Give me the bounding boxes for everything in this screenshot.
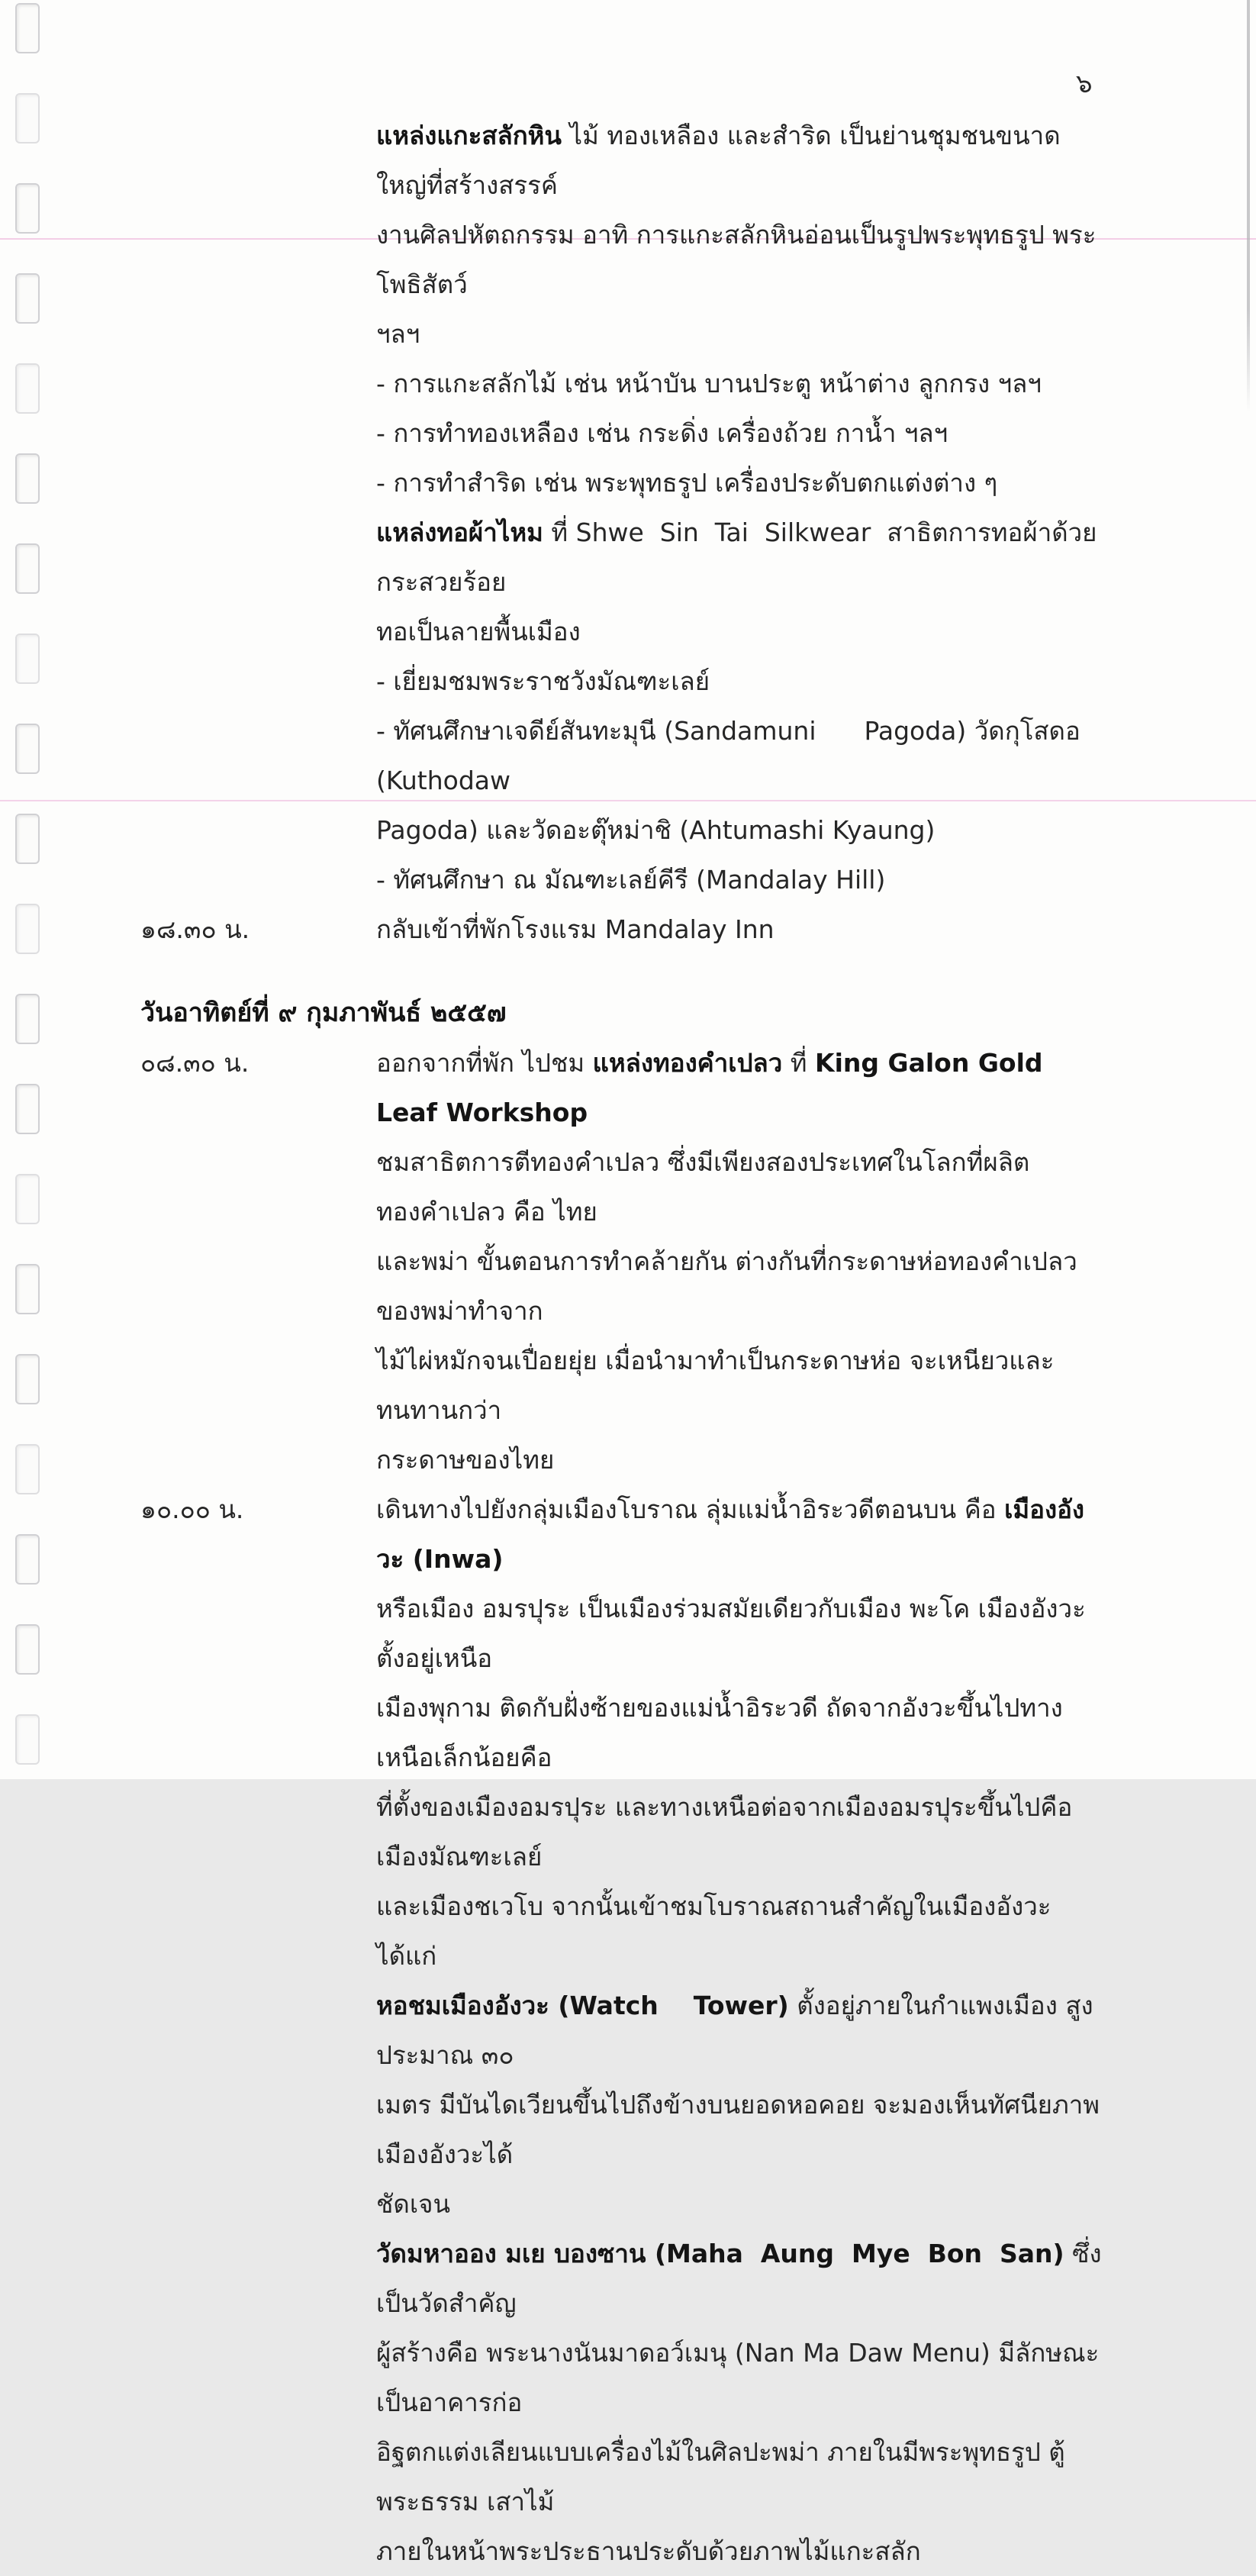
text-segment: และเมืองชเวโบ จากนั้นเข้าชมโบราณสถานสำคัญในเมืองอังวะ ได้แก่: [376, 1891, 1059, 1971]
text-segment: กระดาษของไทย: [376, 1445, 555, 1475]
binding-hole: [15, 1714, 40, 1765]
binding-hole: [15, 363, 40, 414]
text-line: [376, 2179, 1103, 2229]
binding-hole: [15, 1174, 40, 1224]
text-line: [376, 458, 1103, 508]
text-segment: ชัดเจน: [376, 2189, 451, 2219]
binding-hole: [15, 1624, 40, 1675]
bold-text-segment: วัดมหาออง มเย บองซาน (Maha Aung Mye Bon San): [376, 2239, 1064, 2268]
itinerary-text-block: [376, 111, 1103, 904]
text-segment: - การแกะสลักไม้ เช่น หน้าบัน บานประตู หน้าต่าง ลูกกรง ฯลฯ: [376, 369, 1042, 398]
text-segment: หรือเมือง อมรปุระ เป็นเมืองร่วมสมัยเดียวกับเมือง พะโค เมืองอังวะตั้งอยู่เหนือ: [376, 1594, 1086, 1673]
text-segment: ภายในหน้าพระประธานประดับด้วยภาพไม้แกะสลัก: [376, 2536, 921, 2566]
text-line: [376, 2080, 1103, 2179]
text-segment: เมืองพุกาม ติดกับฝั่งซ้ายของแม่น้ำอิระวดี ถัดจากอังวะขึ้นไปทางเหนือเล็กน้อยคือ: [376, 1693, 1063, 1772]
text-line: [376, 2328, 1103, 2427]
bold-text-segment: แหล่งทองคำเปลว: [592, 1048, 783, 1078]
text-line: [376, 1336, 1103, 1435]
text-segment: ออกจากที่พัก ไปชม: [376, 1048, 593, 1078]
text-segment: เมตร มีบันไดเวียนขึ้นไปถึงข้างบนยอดหอคอย จะมองเห็นทัศนียภาพเมืองอังวะได้: [376, 2090, 1100, 2169]
scan-edge-shadow: [1247, 0, 1250, 412]
text-segment: - การทำทองเหลือง เช่น กระดิ่ง เครื่องถ้วย กาน้ำ ฯลฯ: [376, 418, 948, 448]
binding-hole: [15, 1264, 40, 1314]
text-segment: - การทำสำริด เช่น พระพุทธรูป เครื่องประดับตกแต่งต่าง ๆ: [376, 468, 998, 498]
text-line: [376, 1485, 1103, 1584]
day-section-header: วันอาทิตย์ที่ ๙ กุมภาพันธ์ ๒๕๕๗: [140, 998, 507, 1028]
binding-hole: [15, 1534, 40, 1585]
binding-hole: [15, 93, 40, 143]
itinerary-text-block: [376, 904, 1103, 954]
binding-holes-column: [0, 0, 53, 1779]
text-line: [376, 309, 1103, 359]
itinerary-document: [140, 111, 1103, 2576]
text-segment: อิฐตกแต่งเลียนแบบเครื่องไม้ในศิลปะพม่า ภายในมีพระพุทธรูป ตู้พระธรรม เสาไม้: [376, 2437, 1065, 2516]
text-line: [376, 1881, 1103, 1981]
text-line: [376, 607, 1103, 656]
text-segment: - ทัศนศึกษาเจดีย์สันทะมุนี (Sandamuni Pagoda) วัดกุโสดอ (Kuthodaw: [376, 716, 1089, 795]
text-segment: - เยี่ยมชมพระราชวังมัณฑะเลย์: [376, 666, 710, 696]
text-line: [376, 1137, 1103, 1236]
text-line: [376, 1683, 1103, 1782]
itinerary-text-block: [376, 1038, 1103, 1485]
binding-hole: [15, 1354, 40, 1404]
text-segment: ผู้สร้างคือ พระนางนันมาดอว์เมนุ (Nan Ma Daw Menu) มีลักษณะเป็นอาคารก่อ: [376, 2338, 1100, 2417]
bold-text-segment: หอชมเมืองอังวะ (Watch Tower): [376, 1991, 789, 2020]
binding-hole: [15, 634, 40, 684]
binding-hole: [15, 994, 40, 1044]
text-segment: ไม้ไผ่หมักจนเปื่อยยุ่ย เมื่อนำมาทำเป็นกระดาษห่อ จะเหนียวและทนทานกว่า: [376, 1346, 1055, 1425]
itinerary-row: [140, 1038, 1103, 1485]
text-segment: ที่ตั้งของเมืองอมรปุระ และทางเหนือต่อจากเมืองอมรปุระขึ้นไปคือเมืองมัณฑะเลย์: [376, 1792, 1073, 1872]
itinerary-text-block: [376, 1485, 1103, 2576]
time-label: ๑๘.๓๐ น.: [140, 914, 250, 944]
binding-hole: [15, 1084, 40, 1134]
text-line: [376, 1584, 1103, 1683]
text-segment: ทอเป็นลายพื้นเมือง: [376, 617, 581, 646]
binding-hole: [15, 273, 40, 324]
text-segment: ที่: [782, 1048, 816, 1078]
text-segment: ซึ่งเป็นวัดสำคัญ: [376, 2239, 1102, 2318]
binding-hole: [15, 724, 40, 774]
text-line: [376, 805, 1103, 855]
text-line: [376, 1435, 1103, 1485]
text-segment: ไม้ ทองเหลือง และสำริด เป็นย่านชุมชนขนาดใหญ่ที่สร้างสรรค์: [376, 121, 1061, 200]
itinerary-row: [140, 904, 1103, 954]
text-line: [376, 2229, 1103, 2328]
text-segment: เดินทางไปยังกลุ่มเมืองโบราณ ลุ่มแม่น้ำอิระวดีตอนบน คือ: [376, 1494, 1005, 1524]
text-segment: กลับเข้าที่พักโรงแรม Mandalay Inn: [376, 914, 775, 944]
bold-text-segment: แหล่งแกะสลักหิน: [376, 121, 562, 150]
time-label: ๐๘.๓๐ น.: [140, 1048, 250, 1078]
binding-hole: [15, 904, 40, 954]
binding-hole: [15, 453, 40, 504]
bold-text-segment: King Galon Gold Leaf Workshop: [376, 1048, 1052, 1127]
text-line: [376, 2526, 1103, 2576]
binding-hole: [15, 3, 40, 53]
binding-hole: [15, 1444, 40, 1494]
bold-text-segment: เมืองอังวะ (Inwa): [376, 1494, 1085, 1574]
text-segment: Pagoda) และวัดอะตุ๊หม่าชิ (Ahtumashi Kyaung): [376, 815, 936, 845]
text-line: [376, 1038, 1103, 1137]
text-line: [376, 111, 1103, 210]
page-number: ๖: [1076, 69, 1093, 99]
itinerary-row: [140, 1485, 1103, 2576]
text-line: [376, 210, 1103, 309]
time-label: ๑๐.๐๐ น.: [140, 1494, 244, 1524]
text-line: [376, 2427, 1103, 2526]
text-line: [376, 904, 1103, 954]
text-line: [376, 1236, 1103, 1336]
text-line: [376, 408, 1103, 458]
text-line: [376, 1981, 1103, 2080]
bold-text-segment: แหล่งทอผ้าไหม: [376, 517, 543, 547]
binding-hole: [15, 814, 40, 864]
text-segment: งานศิลปหัตถกรรม อาทิ การแกะสลักหินอ่อนเป็นรูปพระพุทธรูป พระโพธิสัตว์: [376, 220, 1097, 299]
text-segment: - ทัศนศึกษา ณ มัณฑะเลย์คีรี (Mandalay Hill): [376, 865, 886, 895]
text-line: [376, 656, 1103, 706]
text-segment: ฯลฯ: [376, 319, 420, 349]
text-segment: ชมสาธิตการตีทองคำเปลว ซึ่งมีเพียงสองประเทศในโลกที่ผลิตทองคำเปลว คือ ไทย: [376, 1147, 1030, 1227]
text-line: [376, 359, 1103, 408]
text-segment: ที่ Shwe Sin Tai Silkwear สาธิตการทอผ้าด้วยกระสวยร้อย: [376, 517, 1097, 597]
text-line: [376, 706, 1103, 805]
binding-hole: [15, 183, 40, 234]
itinerary-row: [140, 111, 1103, 904]
text-line: [376, 855, 1103, 904]
text-line: [376, 508, 1103, 607]
text-segment: ตั้งอยู่ภายในกำแพงเมือง สูงประมาณ ๓๐: [376, 1991, 1093, 2070]
text-line: [376, 1782, 1103, 1881]
binding-hole: [15, 543, 40, 594]
text-segment: และพม่า ขั้นตอนการทำคล้ายกัน ต่างกันที่กระดาษห่อทองคำเปลวของพม่าทำจาก: [376, 1246, 1077, 1326]
